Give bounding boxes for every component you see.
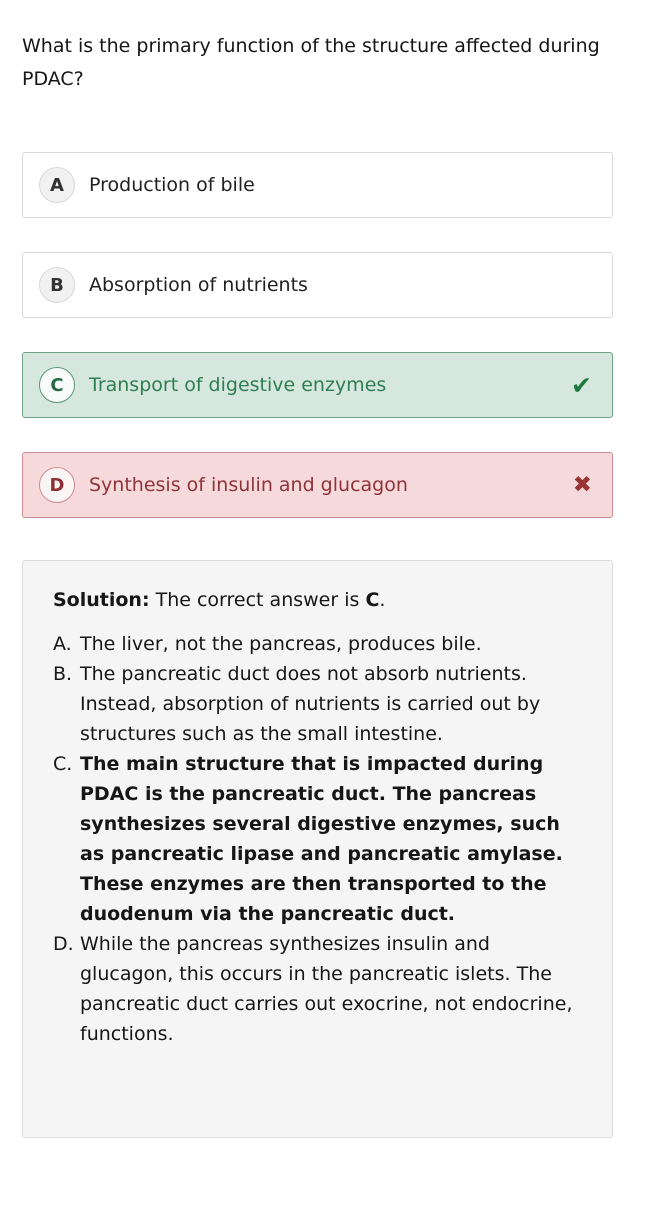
solution-item-b xyxy=(53,659,574,749)
solution-explanation-list xyxy=(53,629,574,1049)
solution-title xyxy=(53,585,574,615)
solution-item-d xyxy=(53,929,574,1049)
solution-item-c-text: The main structure that is impacted during PDAC is the pancreatic duct. The pancreas synthesizes several digestive enzymes, such as pancreatic lipase and pancreatic amylase. These enzymes are then transported to the duodenum via the pancreatic duct. xyxy=(80,753,563,925)
option-c-label: Transport of digestive enzymes xyxy=(89,374,387,396)
solution-answer-suffix: . xyxy=(379,589,386,611)
solution-item-b-text: The pancreatic duct does not absorb nutrients. Instead, absorption of nutrients is carried out by structures such as the small intestine. xyxy=(80,663,541,745)
option-d-incorrect[interactable] xyxy=(22,452,613,518)
x-icon: ✖ xyxy=(572,471,592,498)
solution-answer-letter: C xyxy=(365,589,380,611)
question-text: What is the primary function of the structure affected during PDAC? xyxy=(22,35,600,90)
solution-item-d-text: While the pancreas synthesizes insulin and glucagon, this occurs in the pancreatic islets. The pancreatic duct carries out exocrine, not endocrine, functions. xyxy=(80,933,573,1045)
solution-item-b-marker: B. xyxy=(53,663,73,685)
option-a-badge: A xyxy=(39,167,75,203)
quiz-page xyxy=(22,30,613,1138)
solution-item-a-marker: A. xyxy=(53,633,72,655)
option-a-label: Production of bile xyxy=(89,174,255,196)
solution-item-c-marker: C. xyxy=(53,753,73,775)
option-b[interactable] xyxy=(22,252,613,318)
solution-item-a-text: The liver, not the pancreas, produces bile. xyxy=(80,633,482,655)
option-c-correct[interactable] xyxy=(22,352,613,418)
solution-intro-text: The correct answer is xyxy=(149,589,366,611)
solution-box xyxy=(22,560,613,1138)
option-b-badge: B xyxy=(39,267,75,303)
option-b-label: Absorption of nutrients xyxy=(89,274,308,296)
check-icon: ✔ xyxy=(571,370,592,400)
option-d-label: Synthesis of insulin and glucagon xyxy=(89,474,408,496)
solution-item-c xyxy=(53,749,574,929)
option-d-badge: D xyxy=(39,467,75,503)
option-a[interactable] xyxy=(22,152,613,218)
solution-item-d-marker: D. xyxy=(53,933,74,955)
solution-item-a xyxy=(53,629,574,659)
options-list xyxy=(22,152,613,518)
option-c-badge: C xyxy=(39,367,75,403)
solution-label: Solution: xyxy=(53,589,150,611)
